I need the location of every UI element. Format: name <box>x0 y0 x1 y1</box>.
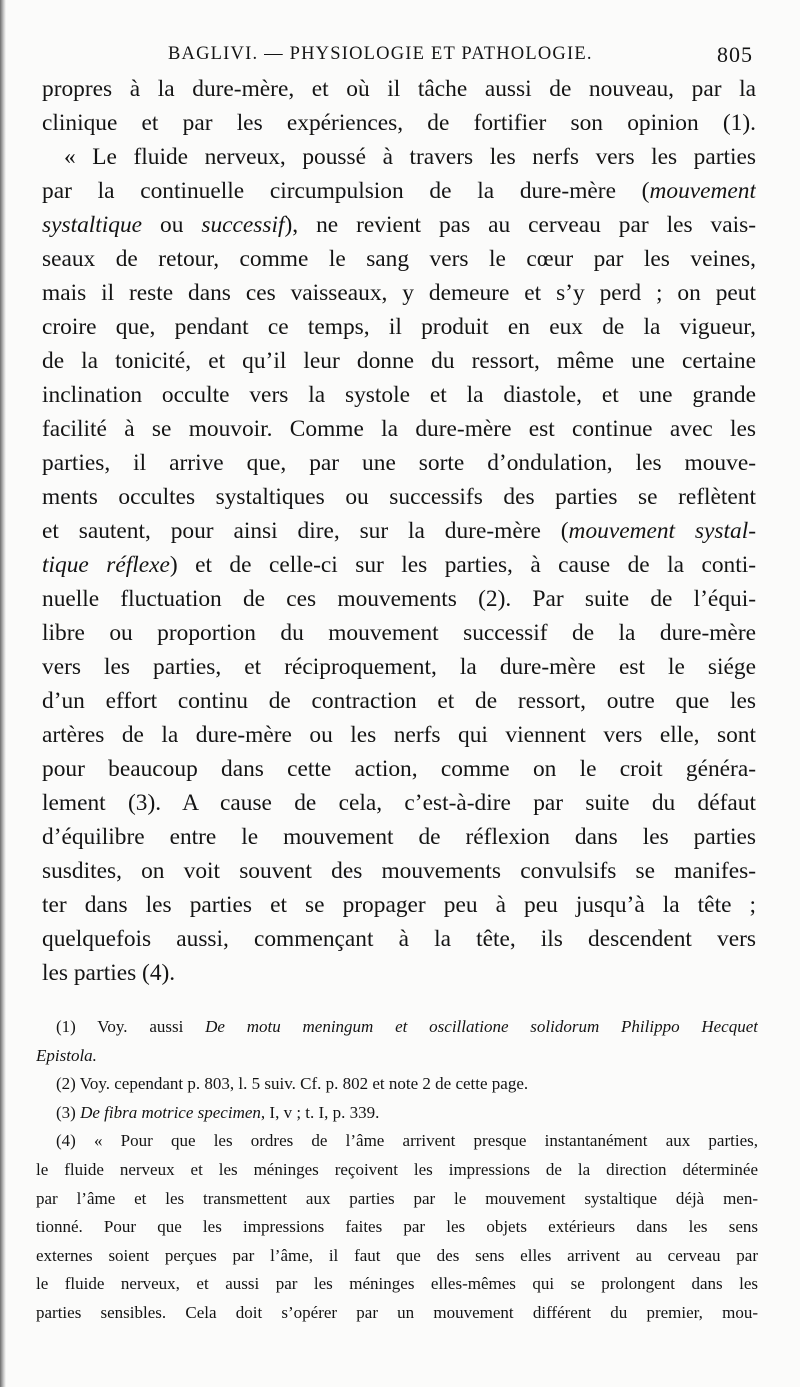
body-line: pour beaucoup dans cette action, comme on le croit généra- <box>42 756 756 782</box>
italic-term: tique réflexe <box>42 552 170 578</box>
body-text <box>42 72 756 990</box>
page-number: 805 <box>717 42 753 67</box>
body-line: clinique et par les expériences, de fortifier son opinion (1). <box>42 110 756 136</box>
italic-term: mouvement systal- <box>568 518 756 544</box>
body-line: de la tonicité, et qu’il leur donne du ressort, même une certaine <box>42 348 756 374</box>
italic-title: De fibra motrice specimen <box>80 1102 261 1122</box>
running-head-title: BAGLIVI. — PHYSIOLOGIE ET PATHOLOGIE. <box>168 44 593 64</box>
text-run: (3) <box>56 1102 81 1122</box>
italic-title: De motu meningum et oscillatione solidorum Philippo Hecquet <box>205 1017 758 1036</box>
body-line: facilité à se mouvoir. Comme la dure-mère est continue avec les <box>42 416 756 442</box>
body-line: nuelle fluctuation de ces mouvements (2). Par suite de l’équi- <box>42 586 756 612</box>
body-line: « Le fluide nerveux, poussé à travers les nerfs vers les parties <box>64 144 756 170</box>
footnote-2: (2) Voy. cependant p. 803, l. 5 suiv. Cf. p. 802 et note 2 de cette page. <box>56 1074 529 1094</box>
body-line: mais il reste dans ces vaisseaux, y demeure et s’y perd ; on peut <box>42 280 756 306</box>
body-line: seaux de retour, comme le sang vers le cœur par les veines, <box>42 246 756 272</box>
body-line <box>42 514 756 548</box>
body-line: libre ou proportion du mouvement successif de la dure-mère <box>42 620 756 646</box>
body-line: d’un effort continu de contraction et de ressort, outre que les <box>42 688 756 714</box>
text-run: et sautent, pour ainsi dire, sur la dure-mère ( <box>42 518 569 544</box>
text-run: par la continuelle circumpulsion de la dure-mère ( <box>42 178 650 204</box>
footnote-4-line: tionné. Pour que les impressions faites par les objets extérieurs dans les sens <box>36 1217 758 1237</box>
footnote-4-line: externes soient perçues par l’âme, il faut que des sens elles arrivent au cerveau par <box>36 1245 758 1265</box>
body-line: ter dans les parties et se propager peu à peu jusqu’à la tête ; <box>42 892 756 918</box>
body-line: quelquefois aussi, commençant à la tête, ils descendent vers <box>42 926 756 952</box>
body-line: les parties (4). <box>42 960 176 986</box>
footnotes <box>36 1013 758 1328</box>
body-line <box>42 208 756 242</box>
body-line: susdites, on voit souvent des mouvements convulsifs se manifes- <box>42 858 756 884</box>
page-gutter-shadow <box>0 0 6 1387</box>
italic-term: systaltique <box>42 212 143 238</box>
running-head <box>0 44 800 74</box>
text-run: ), ne revient pas au cerveau par les vais- <box>284 212 756 238</box>
text-run: , I, v ; t. I, p. 339. <box>260 1102 380 1122</box>
italic-term: successif <box>201 212 285 238</box>
footnote-3 <box>36 1099 758 1128</box>
body-line <box>42 174 756 208</box>
body-line: d’équilibre entre le mouvement de réflexion dans les parties <box>42 824 756 850</box>
body-line: ments occultes systaltiques ou successifs des parties se reflètent <box>42 484 756 510</box>
body-line: propres à la dure-mère, et où il tâche aussi de nouveau, par la <box>42 76 756 102</box>
body-line <box>42 548 756 582</box>
text-run: (1) Voy. aussi <box>56 1017 206 1036</box>
body-line: inclination occulte vers la systole et la diastole, et une grande <box>42 382 756 408</box>
body-line: artères de la dure-mère ou les nerfs qui viennent vers elle, sont <box>42 722 756 748</box>
footnote-1-cont <box>36 1042 758 1071</box>
footnote-4-line: le fluide nerveux, et aussi par les méninges elles-mêmes qui se prolongent dans les <box>36 1274 758 1294</box>
footnote-4-line: parties sensibles. Cela doit s’opérer par un mouvement différent du premier, mou- <box>36 1302 758 1322</box>
body-line: vers les parties, et réciproquement, la dure-mère est le siége <box>42 654 756 680</box>
text-run: ) et de celle-ci sur les parties, à cause de la conti- <box>169 552 756 578</box>
footnote-4-line: par l’âme et les transmettent aux parties par le mouvement systaltique déjà men- <box>36 1188 758 1208</box>
body-line: parties, il arrive que, par une sorte d’ondulation, les mouve- <box>42 450 756 476</box>
body-line: croire que, pendant ce temps, il produit en eux de la vigueur, <box>42 314 756 340</box>
body-line: lement (3). A cause de cela, c’est-à-dire par suite du défaut <box>42 790 756 816</box>
footnote-1 <box>36 1013 758 1042</box>
text-run: ou <box>142 212 202 238</box>
footnote-4: (4) « Pour que les ordres de l’âme arrivent presque instantanément aux parties, <box>56 1131 758 1151</box>
italic-term: mouvement <box>649 178 756 204</box>
footnote-4-line: le fluide nerveux et les méninges reçoivent les impressions de la direction déterminée <box>36 1159 758 1179</box>
italic-title: Epistola. <box>36 1045 97 1065</box>
